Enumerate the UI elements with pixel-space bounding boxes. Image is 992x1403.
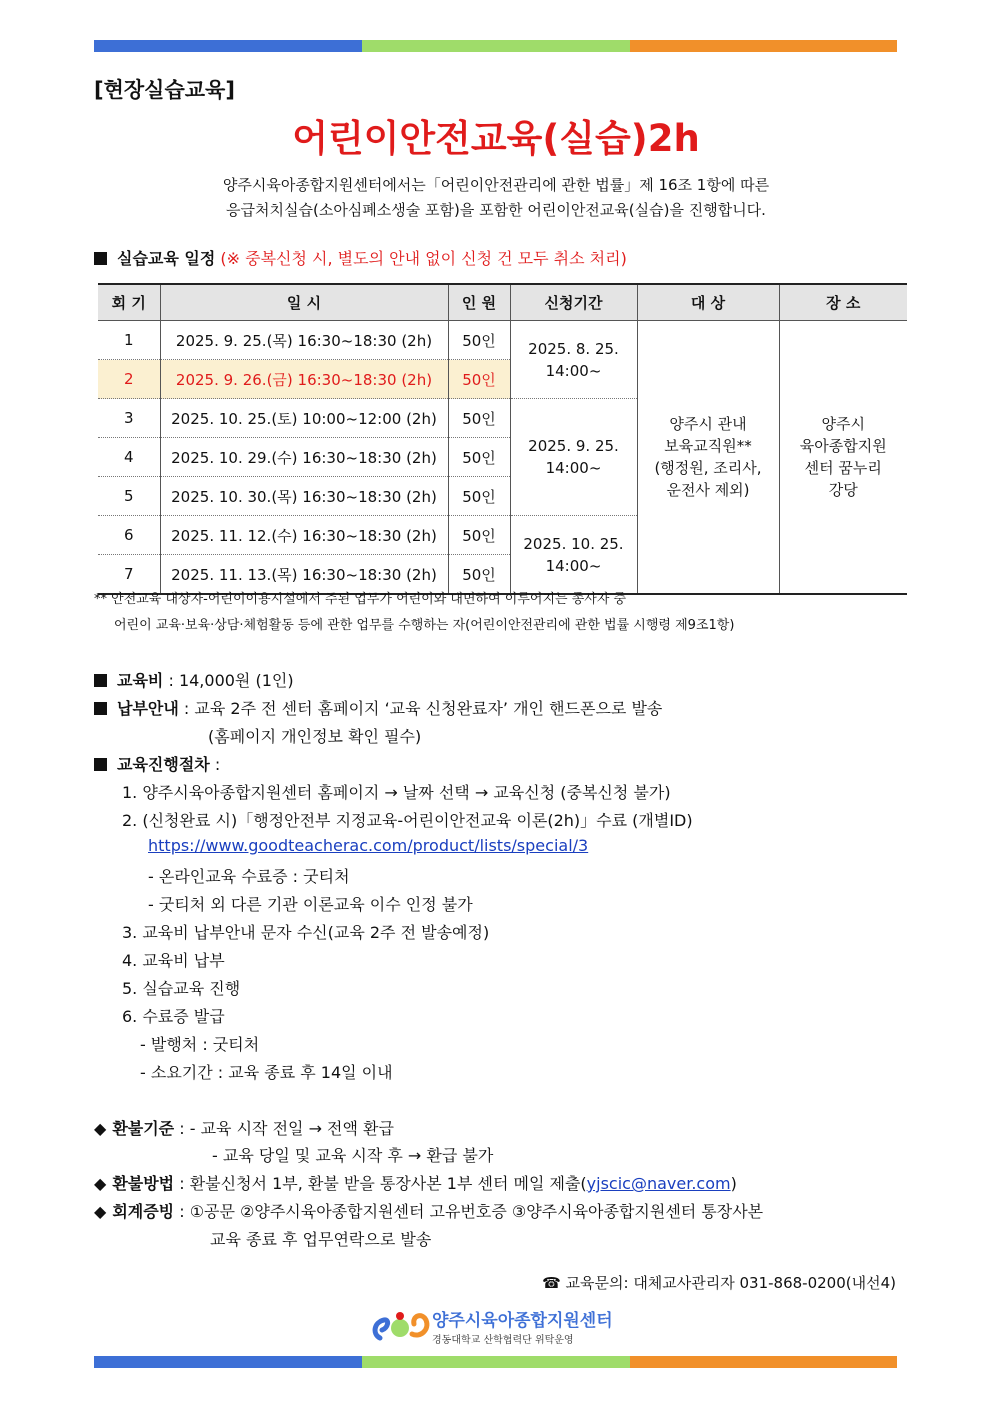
procedure-step-6: 6. 수료증 발급: [122, 1007, 225, 1026]
table-row: 5 2025. 10. 30.(목) 16:30~18:30 (2h) 50인: [98, 477, 907, 516]
col-session: 회 기: [98, 284, 160, 321]
square-bullet-icon: [94, 758, 107, 771]
col-capacity: 인 원: [448, 284, 510, 321]
org-name: 양주시육아종합지원센터: [432, 1311, 613, 1331]
procedure-heading: 교육진행절차 :: [94, 752, 220, 775]
table-row-highlighted: 2 2025. 9. 26.(금) 16:30~18:30 (2h) 50인: [98, 360, 907, 399]
period-cell: 2025. 8. 25. 14:00~: [510, 321, 637, 399]
diamond-bullet-icon: ◆: [94, 1119, 107, 1138]
center-logo: [370, 1306, 613, 1346]
procedure-step-4: 4. 교육비 납부: [122, 951, 225, 970]
table-header-row: [98, 284, 907, 321]
refund-policy: ◆ 환불기준 : - 교육 시작 전일 → 전액 환급: [94, 1119, 394, 1138]
duplicate-warning: (※ 중복신청 시, 별도의 안내 없이 신청 건 모두 취소 처리): [220, 249, 627, 268]
logo-mark-icon: [370, 1308, 432, 1344]
payment-note: (홈페이지 개인정보 확인 필수): [208, 727, 422, 746]
period-cell: 2025. 9. 25. 14:00~: [510, 399, 637, 516]
col-place: 장 소: [779, 284, 907, 321]
table-row: 1 2025. 9. 25.(목) 16:30~18:30 (2h) 50인 2025. 8. 25. 14:00~ 양주시 관내 보육교직원** (행정원, 조리사, 운전사 제외) 양주시 육아종합지원 센터 꿈누리 강당: [98, 321, 907, 360]
col-period: 신청기간: [510, 284, 637, 321]
diamond-bullet-icon: ◆: [94, 1202, 107, 1221]
procedure-sub-2: - 굿티처 외 다른 기관 이론교육 이수 인정 불가: [148, 895, 473, 914]
schedule-heading: 실습교육 일정 (※ 중복신청 시, 별도의 안내 없이 신청 건 모두 취소 처리): [94, 246, 627, 269]
bottom-color-bar: [94, 1356, 897, 1368]
payment-line: 납부안내 : 교육 2주 전 센터 홈페이지 ‘교육 신청완료자’ 개인 핸드폰으로 발송: [94, 696, 662, 719]
square-bullet-icon: [94, 252, 107, 265]
table-row: 7 2025. 11. 13.(목) 16:30~18:30 (2h) 50인: [98, 555, 907, 595]
org-operator: 경동대학교 산학협력단 위탁운영: [432, 1335, 574, 1346]
table-row: 3 2025. 10. 25.(토) 10:00~12:00 (2h) 50인 2025. 9. 25. 14:00~: [98, 399, 907, 438]
refund-policy-line2: - 교육 당일 및 교육 시작 후 → 환급 불가: [212, 1146, 494, 1165]
receipt-info: ◆ 회계증빙 : ①공문 ②양주시육아종합지원센터 고유번호증 ③양주시육아종합지원센터 통장사본: [94, 1202, 764, 1221]
email-link[interactable]: yjscic@naver.com: [586, 1174, 731, 1193]
table-row: 4 2025. 10. 29.(수) 16:30~18:30 (2h) 50인: [98, 438, 907, 477]
target-footnote: ** 안전교육 대상자-어린이이용시설에서 주된 업무가 어린이와 대면하여 이루어지는 종사자 중 어린이 교육·보육·상담·체험활동 등에 관한 업무를 수행하는 자(어린이안전관리에 관한 법률 시행령 제9조1항): [94, 592, 735, 633]
receipt-info-line2: 교육 종료 후 업무연락으로 발송: [210, 1230, 432, 1249]
procedure-step-2: 2. (신청완료 시)「행정안전부 지정교육-어린이안전교육 이론(2h)」수료 (개별ID): [122, 811, 693, 830]
square-bullet-icon: [94, 702, 107, 715]
procedure-sub-3: - 발행처 : 굿티처: [140, 1035, 260, 1054]
refund-method: ◆ 환불방법 : 환불신청서 1부, 환불 받을 통장사본 1부 센터 메일 제출(yjscic@naver.com): [94, 1174, 737, 1193]
procedure-step-3: 3. 교육비 납부안내 문자 수신(교육 2주 전 발송예정): [122, 923, 490, 942]
intro-text: 양주시육아종합지원센터에서는「어린이안전관리에 관한 법률」제 16조 1항에 따른 응급처치실습(소아심폐소생술 포함)을 포함한 어린이안전교육(실습)을 진행합니다.: [222, 176, 770, 219]
category-tag: [현장실습교육]: [94, 78, 235, 102]
fee-line: 교육비 : 14,000원 (1인): [94, 668, 294, 691]
procedure-sub-4: - 소요기간 : 교육 종료 후 14일 이내: [140, 1063, 393, 1082]
goodteacher-link[interactable]: https://www.goodteacherac.com/product/lists/special/3: [148, 836, 589, 855]
period-cell: 2025. 10. 25. 14:00~: [510, 516, 637, 595]
procedure-step-1: 1. 양주시육아종합지원센터 홈페이지 → 날짜 선택 → 교육신청 (중복신청 불가): [122, 783, 671, 802]
table-row: 6 2025. 11. 12.(수) 16:30~18:30 (2h) 50인 2025. 10. 25. 14:00~: [98, 516, 907, 555]
procedure-step-5: 5. 실습교육 진행: [122, 979, 241, 998]
contact-info: ☎ 교육문의: 대체교사관리자 031-868-0200(내선4): [542, 1274, 896, 1292]
procedure-sub-1: - 온라인교육 수료증 : 굿티처: [148, 867, 350, 886]
col-datetime: 일 시: [160, 284, 448, 321]
square-bullet-icon: [94, 674, 107, 687]
top-color-bar: [94, 40, 897, 52]
phone-icon: ☎: [542, 1274, 561, 1292]
target-cell: 양주시 관내 보육교직원** (행정원, 조리사, 운전사 제외): [637, 321, 779, 595]
page-title: 어린이안전교육(실습)2h: [292, 117, 700, 160]
col-target: 대 상: [637, 284, 779, 321]
diamond-bullet-icon: ◆: [94, 1174, 107, 1193]
schedule-table: [98, 283, 907, 595]
place-cell: 양주시 육아종합지원 센터 꿈누리 강당: [779, 321, 907, 595]
